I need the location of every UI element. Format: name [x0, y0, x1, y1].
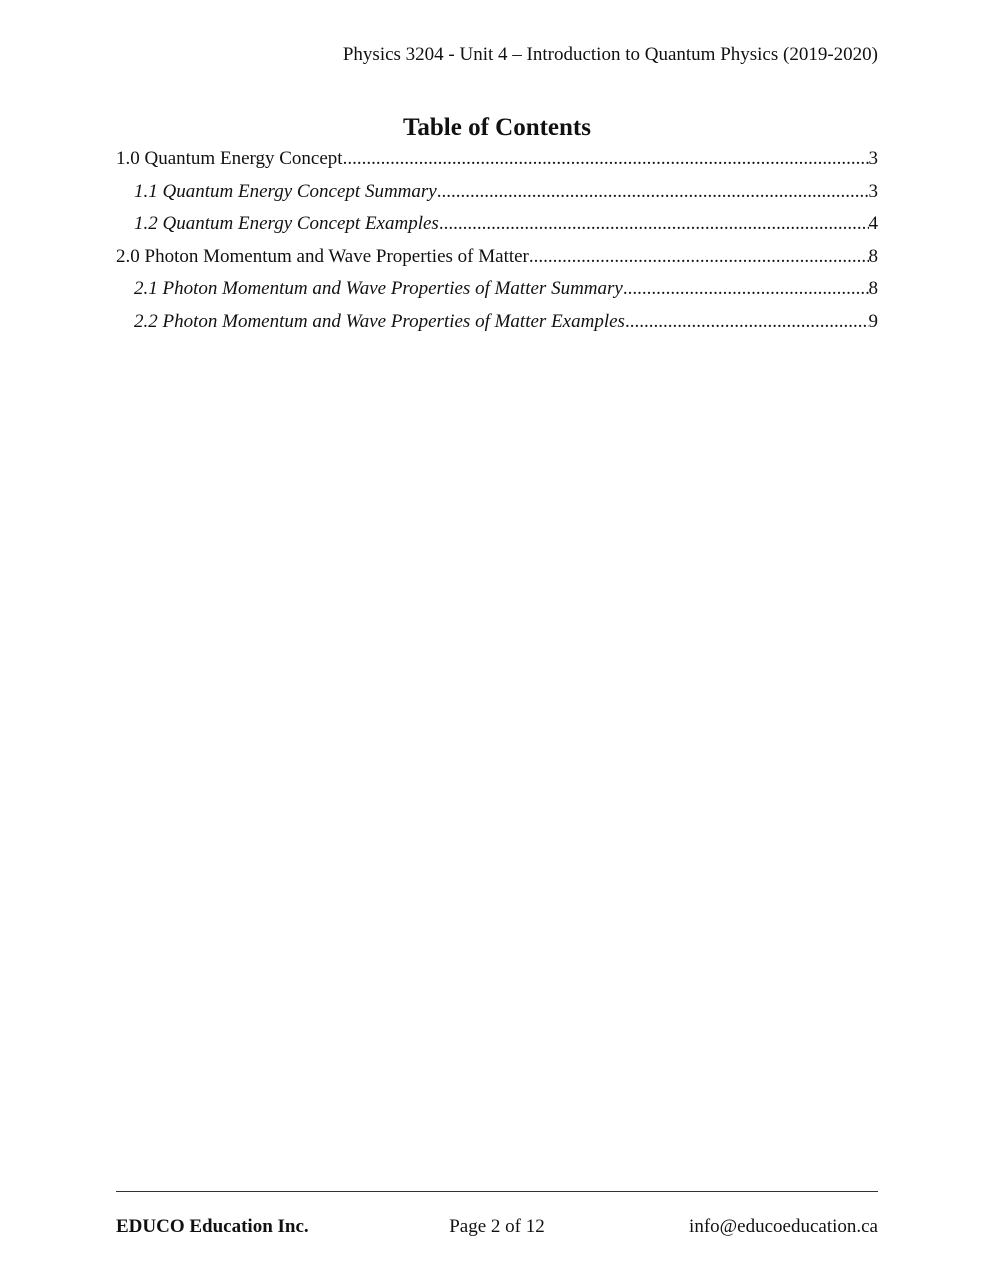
toc-entry-page: 4 [868, 213, 878, 234]
dot-leader [625, 309, 869, 335]
running-header: Physics 3204 - Unit 4 – Introduction to Quantum Physics (2019-2020) [342, 44, 878, 65]
footer-page-number: Page 2 of 12 [449, 1216, 545, 1237]
footer-email: info@educoeducation.ca [689, 1216, 878, 1237]
table-of-contents [116, 146, 878, 341]
toc-entry-page: 3 [868, 148, 878, 169]
toc-entry-photon-momentum[interactable] [116, 244, 878, 277]
toc-entry-quantum-energy-summary[interactable] [116, 179, 878, 212]
toc-title: Table of Contents [403, 114, 591, 141]
dot-leader [623, 276, 869, 302]
toc-entry-page: 8 [868, 278, 878, 299]
toc-entry-page: 3 [868, 180, 878, 202]
toc-entry-label: 2.1 Photon Momentum and Wave Properties of Matter Summary [134, 278, 623, 299]
dot-leader [437, 179, 869, 205]
dot-leader [439, 211, 869, 237]
toc-entry-label: 2.2 Photon Momentum and Wave Properties of Matter Examples [134, 310, 625, 332]
toc-entry-label: 1.0 Quantum Energy Concept [116, 148, 343, 169]
toc-entry-label: 1.2 Quantum Energy Concept Examples [134, 213, 439, 234]
toc-entry-photon-momentum-examples[interactable] [116, 309, 878, 342]
footer-divider [116, 1191, 878, 1192]
toc-entry-quantum-energy-examples[interactable] [116, 211, 878, 244]
toc-entry-page: 8 [868, 245, 878, 267]
footer-company-name: EDUCO Education Inc. [116, 1216, 309, 1237]
toc-entry-label: 2.0 Photon Momentum and Wave Properties of Matter [116, 245, 529, 267]
toc-entry-page: 9 [868, 310, 878, 332]
dot-leader [343, 146, 869, 172]
page-footer [116, 1216, 878, 1244]
dot-leader [529, 244, 869, 270]
toc-entry-photon-momentum-summary[interactable] [116, 276, 878, 309]
toc-entry-label: 1.1 Quantum Energy Concept Summary [134, 180, 437, 202]
toc-entry-quantum-energy-concept[interactable] [116, 146, 878, 179]
